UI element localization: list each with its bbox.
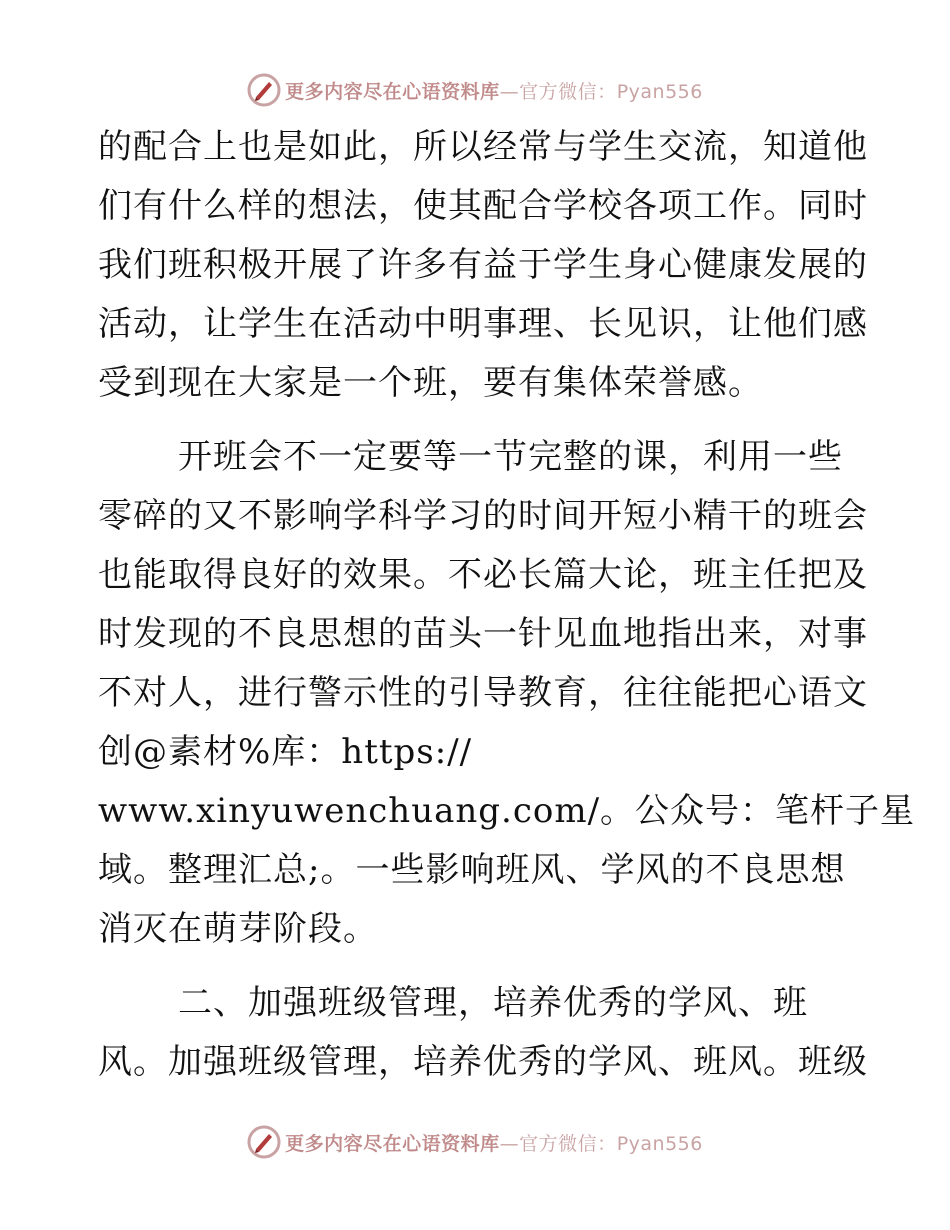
text-line: 我们班积极开展了许多有益于学生身心健康发展的 bbox=[98, 245, 868, 285]
paragraph-3 bbox=[98, 974, 868, 1092]
text-line: 消灭在萌芽阶段。 bbox=[98, 909, 378, 949]
paragraph-1 bbox=[98, 118, 868, 413]
text-line: 不对人，进行警示性的引导教育，往往能把心语文 bbox=[98, 673, 868, 713]
text-line: 二、加强班级管理，培养优秀的学风、班 bbox=[178, 983, 808, 1023]
text-line: 风。加强班级管理，培养优秀的学风、班风。班级 bbox=[98, 1042, 868, 1082]
text-line: 的配合上也是如此，所以经常与学生交流，知道他 bbox=[98, 127, 868, 167]
header-watermark-text: 更多内容尽在心语资料库—官方微信：Pyan556 bbox=[285, 80, 703, 103]
text-line: 零碎的又不影响学科学习的时间开短小精干的班会 bbox=[98, 496, 868, 536]
footer-watermark bbox=[0, 1122, 950, 1162]
text-line: 们有什么样的想法，使其配合学校各项工作。同时 bbox=[98, 186, 868, 226]
text-line: www.xinyuwenchuang.com/。公众号：笔杆子星 bbox=[98, 791, 916, 831]
pen-logo-icon bbox=[247, 1125, 281, 1159]
text-line: 域。整理汇总;。一些影响班风、学风的不良思想 bbox=[98, 850, 846, 890]
text-line: 受到现在大家是一个班，要有集体荣誉感。 bbox=[98, 363, 763, 403]
header-watermark bbox=[0, 70, 950, 110]
pen-logo-icon bbox=[247, 73, 281, 107]
text-line: 活动，让学生在活动中明事理、长见识，让他们感 bbox=[98, 304, 868, 344]
text-line: 也能取得良好的效果。不必长篇大论，班主任把及 bbox=[98, 555, 868, 595]
footer-watermark-text: 更多内容尽在心语资料库—官方微信：Pyan556 bbox=[285, 1132, 703, 1155]
text-line: 开班会不一定要等一节完整的课，利用一些 bbox=[178, 437, 843, 477]
paragraph-2 bbox=[98, 428, 916, 959]
document-body bbox=[98, 118, 916, 1092]
text-line: 时发现的不良思想的苗头一针见血地指出来，对事 bbox=[98, 614, 868, 654]
text-line: 创@素材%库：https:// bbox=[98, 732, 473, 772]
